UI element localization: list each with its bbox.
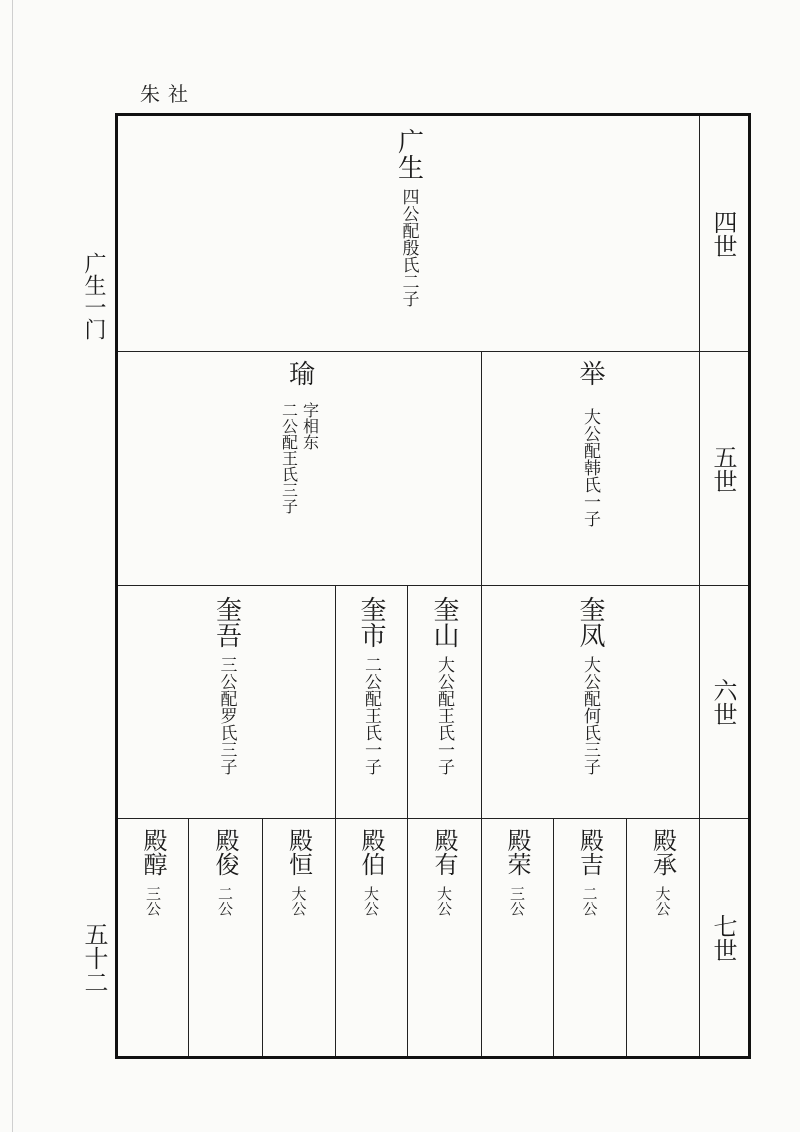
person-entry-gen7-7	[553, 828, 626, 916]
person-entry-gen6-kuiwu	[118, 596, 335, 775]
person-name: 奎凤	[575, 596, 605, 648]
person-name: 瑜	[284, 360, 315, 386]
person-name: 殿吉	[575, 828, 604, 876]
person-note: 四公配殷氏二子	[398, 188, 419, 307]
person-entry-gen6-kuishi	[335, 596, 407, 775]
person-name: 奎市	[356, 596, 386, 648]
generation-label-7: 七世	[709, 913, 737, 962]
person-name: 殿荣	[503, 828, 531, 876]
row-divider-5-6	[118, 585, 748, 586]
person-note-line: 二公配王氏三子	[279, 402, 299, 514]
person-note: 三公配罗氏三子	[216, 656, 237, 775]
lineage-branch-label: 广生一门	[81, 252, 106, 340]
binding-margin-line	[12, 0, 13, 1132]
person-name: 殿有	[430, 828, 458, 876]
person-entry-gen4	[118, 128, 699, 307]
person-note: 三公	[508, 886, 526, 916]
person-note: 大公	[653, 886, 672, 916]
person-name: 奎山	[429, 596, 459, 648]
row-divider-6-7	[118, 818, 748, 819]
person-note: 大公配何氏三子	[580, 656, 600, 775]
person-name: 殿承	[648, 828, 677, 876]
person-note: 二公配王氏一子	[361, 656, 381, 775]
person-name: 殿恒	[284, 828, 313, 876]
person-note: 大公	[289, 886, 308, 916]
person-note: 三公	[144, 886, 162, 916]
person-name: 殿醇	[139, 828, 167, 876]
person-entry-gen5-yu	[118, 360, 481, 514]
person-entry-gen7-5	[407, 828, 481, 916]
person-note: 二公	[580, 886, 599, 916]
person-note: 大公配王氏一子	[434, 656, 454, 775]
person-note: 二公	[216, 886, 234, 916]
generation-label-6: 六世	[709, 678, 737, 726]
person-name: 殿伯	[357, 828, 385, 876]
person-name: 广生	[393, 128, 424, 180]
person-entry-gen7-3	[262, 828, 335, 916]
person-entry-gen7-6	[481, 828, 553, 916]
person-name: 举	[575, 360, 605, 386]
person-name: 奎吾	[211, 596, 242, 648]
person-note: 大公	[435, 886, 453, 916]
person-note: 大公	[362, 886, 380, 916]
person-note: 大公配韩氏一子	[580, 408, 600, 527]
person-entry-gen7-4	[335, 828, 407, 916]
person-entry-gen6-kuifeng	[481, 596, 699, 775]
person-entry-gen7-8	[626, 828, 699, 916]
page-number: 五十二	[80, 922, 108, 994]
person-note-line: 字相东	[300, 402, 320, 450]
page-header: 朱社	[140, 82, 196, 106]
person-entry-gen7-2	[188, 828, 262, 916]
person-entry-gen5-ju	[481, 360, 699, 527]
person-entry-gen7-1	[118, 828, 188, 916]
generation-label-4: 四世	[709, 209, 737, 258]
person-name: 殿俊	[211, 828, 239, 876]
person-entry-gen6-kuishan	[407, 596, 481, 775]
row-divider-4-5	[118, 351, 748, 352]
generation-label-5: 五世	[709, 444, 737, 493]
person-note	[280, 402, 320, 514]
